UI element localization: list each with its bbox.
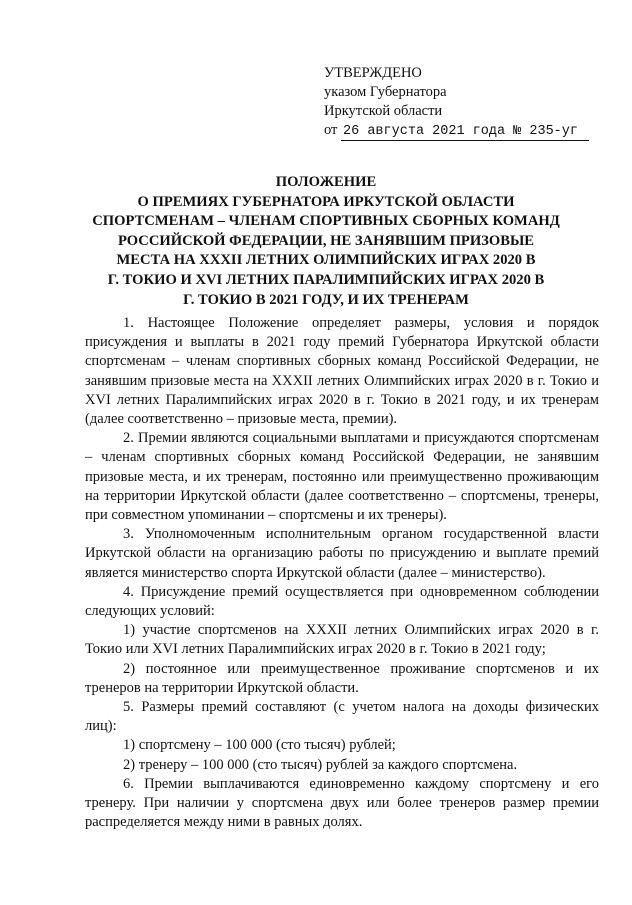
approval-region: Иркутской области [324,103,443,119]
paragraph-1: 1. Настоящее Положение определяет размеры, условия и порядок присуждения и выплаты в 2021 году премий Губернатора Иркутской области спортсменам – членам спортивных сборных команд Российской Федерации, не занявшим призовые места на XXXII летних Олимпийских играх 2020 в г. Токио и XVI летних Паралимпийских играх 2020 в г. Токио в 2021 году, и их тренерам (далее соответственно – призовые места, премии). [85,315,599,428]
paragraph-3: 3. Уполномоченным исполнительным органом государственной власти Иркутской области на организацию работы по присуждению и выплате премий является министерство спорта Иркутской области (далее – министерство). [85,526,599,581]
paragraph-5-item-1: 1) спортсмену – 100 000 (сто тысяч) рублей; [123,737,396,754]
paragraph-5-item-2: 2) тренеру – 100 000 (сто тысяч) рублей за каждого спортсмена. [123,756,518,773]
paragraph-5: 5. Размеры премий составляют (с учетом налога на доходы физических лиц): [85,699,599,735]
approval-issuer: указом Губернатора [324,84,447,100]
approval-date-line [324,121,614,141]
title-line: Г. ТОКИО И XVI ЛЕТНИХ ПАРАЛИМПИЙСКИХ ИГРАХ 2020 В [107,271,545,288]
title-line: СПОРТСМЕНАМ – ЧЛЕНАМ СПОРТИВНЫХ СБОРНЫХ КОМАНД [92,213,560,230]
paragraph-4-item-1: 1) участие спортсменов на XXXII летних Олимпийских играх 2020 в г. Токио или XVI летних Паралимпийских играх 2020 в г. Токио в 2021 году; [85,622,599,658]
title-line: МЕСТА НА XXXII ЛЕТНИХ ОЛИМПИЙСКИХ ИГРАХ 2020 В [116,252,536,269]
approval-word: УТВЕРЖДЕНО [324,65,422,81]
approval-date-value: 26 августа 2021 года № 235-уг [341,124,589,141]
paragraph-2: 2. Премии являются социальными выплатами и присуждаются спортсменам – членам спортивных сборных команд Российской Федерации, не занявшим призовые места, и их тренерам, постоянно или преимущественно проживающим на территории Иркутской области (далее соответственно – спортсмены, тренеры, при совместном упоминании – спортсмены и их тренеры). [85,430,599,524]
paragraph-6: 6. Премии выплачиваются единовременно каждому спортсмену и его тренеру. При наличии у спортсмена двух или более тренеров размер премии распределяется между ними в равных долях. [85,775,599,831]
paragraph-4: 4. Присуждение премий осуществляется при одновременном соблюдении следующих условий: [85,583,599,620]
title-line: РОССИЙСКОЙ ФЕДЕРАЦИИ, НЕ ЗАНЯВШИМ ПРИЗОВЫЕ [117,232,535,249]
paragraph-4-item-2: 2) постоянное или преимущественное проживание спортсменов и их тренеров на территории Иркутской области. [85,660,599,696]
approval-stamp [324,64,614,141]
document-body [85,314,599,832]
approval-date-prefix: от [324,122,338,138]
document-title [60,173,592,310]
title-line: О ПРЕМИЯХ ГУБЕРНАТОРА ИРКУТСКОЙ ОБЛАСТИ [137,193,515,210]
title-line: Г. ТОКИО В 2021 ГОДУ, И ИХ ТРЕНЕРАМ [183,291,469,308]
title-line: ПОЛОЖЕНИЕ [275,174,377,190]
